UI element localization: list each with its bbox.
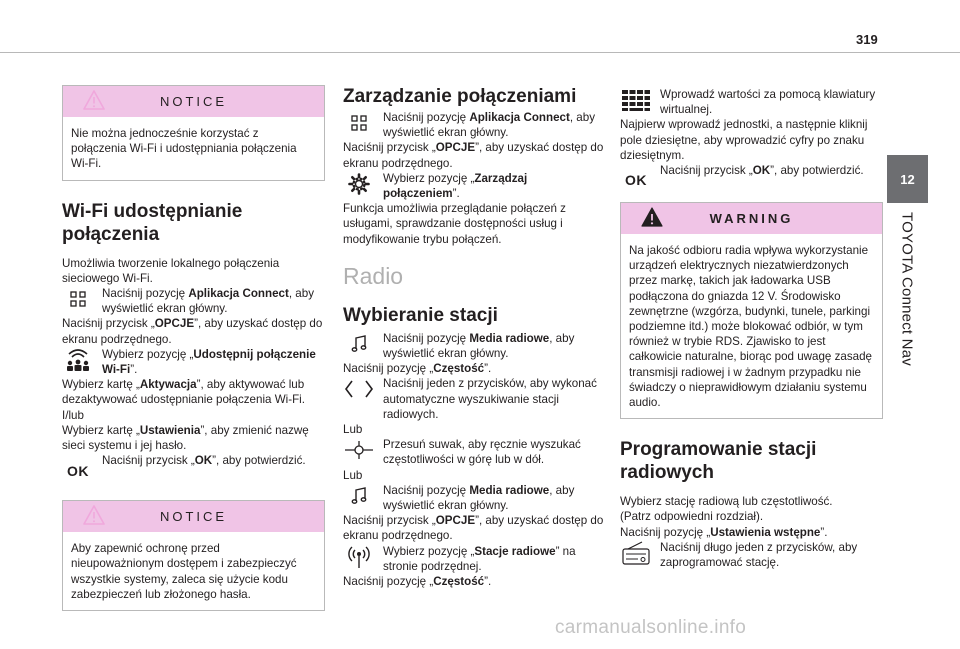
paragraph: Naciśnij pozycję „Ustawienia wstępne”. [620,525,828,539]
warning-box [620,202,883,419]
paragraph: Wybierz kartę „Aktywacja”, aby aktywować lub dezaktywować udostępnianie połączenia Wi-Fi. [62,378,305,407]
notice-title: NOTICE [159,94,228,109]
warning-triangle-icon [83,505,105,525]
paragraph: Naciśnij pozycję „Częstość”. [343,362,492,376]
seek-arrows-icon [343,378,375,400]
instruction-step: Naciśnij pozycję Aplikacja Connect, aby wyświetlić ekran główny. [62,286,325,316]
notice-header [63,86,324,117]
slider-icon [343,439,375,461]
warning-text: Na jakość odbioru radia wpływa wykorzystanie urządzeń elektrycznych niezatwierdzonych przez markę, takich jak ładowarka USB podłączona do gniazda 12 V. Środowisko zewnętrzne (wzgórza, budynki, tunele, parkingi podziemne itd.) może blokować odbiór, w tym również w trybie RDS. Zjawisko to jest całkowicie naturalne, biorąc pod uwagę zasadę transmisji radiowej i w żadnym przypadku nie świadczy o nieprawidłowym działaniu systemu audio. [629,244,872,410]
ok-button-icon: OK [67,462,89,479]
chapter-title: Radio [343,262,404,289]
section-heading: Wybieranie stacji [343,304,498,326]
notice-title: NOTICE [159,509,228,525]
section-heading: Programowanie stacji radiowych [620,439,817,484]
paragraph: I/lub [62,408,84,422]
paragraph: Funkcja umożliwia przeglądanie połączeń z usługami, sprawdzanie dostępności usług i modyfikowanie trybu połączeń. [343,202,566,246]
paragraph: Lub [343,468,363,482]
ok-button-icon: OK [625,172,647,189]
chapter-tab: 12 [887,155,928,203]
paragraph: Wybierz kartę „Ustawienia”, aby zmienić nazwę sieci systemu i jej hasło. [62,423,309,453]
section-heading: Zarządzanie połączeniami [343,86,577,107]
column-3 [620,87,883,570]
section-heading: Wi-Fi udostępnianie połączenia [62,200,243,245]
instruction-step: Naciśnij długo jeden z przycisków, aby zaprogramować stację. [620,540,883,570]
instruction-step: Wybierz pozycję „Zarządzaj połączeniem”. [343,171,606,201]
instruction-step: Naciśnij pozycję Media radiowe, aby wyświetlić ekran główny. [343,331,606,361]
apps-grid-icon [62,288,94,310]
warning-header [621,203,882,234]
instruction-step: Naciśnij pozycję Media radiowe, aby wyświetlić ekran główny. [343,483,606,513]
settings-gear-icon [343,173,375,195]
notice-text: Aby zapewnić ochronę przed nieupoważnionym dostępem i zabezpieczyć wszystkie systemy, zaleca się użycie kodu zabezpieczeń lub złożonego hasła. [71,542,297,601]
paragraph: Najpierw wprowadź jednostki, a następnie kliknij pole dziesiętne, aby wprowadzić cyfry po znaku dziesiętnym. [620,118,868,162]
chapter-label: TOYOTA Connect Nav [898,212,916,366]
wifi-share-icon [62,349,94,371]
notice-text: Nie można jednocześnie korzystać z połączenia Wi-Fi i udostępniania połączenia Wi-Fi. [71,127,297,171]
paragraph: Naciśnij pozycję „Częstość”. [343,575,492,589]
page-number: 319 [856,32,878,47]
music-note-icon [343,485,375,507]
apps-grid-icon [343,112,375,134]
instruction-step: Wybierz pozycję „Udostępnij połączenie Wi-Fi”. [62,347,325,377]
warning-triangle-icon [641,207,663,227]
notice-box [62,85,325,181]
paragraph: Naciśnij przycisk „OPCJE”, aby uzyskać dostęp do ekranu podrzędnego. [62,317,323,346]
paragraph: Wybierz stację radiową lub częstotliwość. [620,495,833,509]
preset-radio-icon [620,542,652,564]
instruction-step: OK Naciśnij przycisk „OK”, aby potwierdzić. [620,163,883,187]
column-1 [62,85,325,611]
instruction-step: Wybierz pozycję „Stacje radiowe” na stronie podrzędnej. [343,544,606,574]
column-2 [343,85,606,589]
paragraph: Umożliwia tworzenie lokalnego połączenia sieciowego Wi-Fi. [62,256,280,285]
notice-box [62,500,325,611]
header-rule [0,52,960,53]
paragraph: Lub [343,423,363,437]
instruction-step: Naciśnij pozycję Aplikacja Connect, aby wyświetlić ekran główny. [343,110,606,140]
paragraph: (Patrz odpowiedni rozdział). [620,510,764,524]
radio-antenna-icon [343,546,375,568]
instruction-step: Przesuń suwak, aby ręcznie wyszukać częstotliwości w górę lub w dół. [343,437,606,467]
warning-title: WARNING [709,211,794,227]
warning-triangle-icon [83,90,105,110]
music-note-icon [343,333,375,355]
paragraph: Naciśnij przycisk „OPCJE”, aby uzyskać dostęp do ekranu podrzędnego. [343,514,604,543]
keyboard-icon [620,89,652,111]
instruction-step: Naciśnij jeden z przycisków, aby wykonać automatyczne wyszukiwanie stacji radiowych. [343,376,606,422]
watermark: carmanualsonline.info [555,617,747,638]
paragraph: Naciśnij przycisk „OPCJE”, aby uzyskać dostęp do ekranu podrzędnego. [343,141,604,170]
notice-header [63,501,324,532]
instruction-step: Wprowadź wartości za pomocą klawiatury wirtualnej. [620,87,883,117]
instruction-step: OK Naciśnij przycisk „OK”, aby potwierdzić. [62,453,325,477]
